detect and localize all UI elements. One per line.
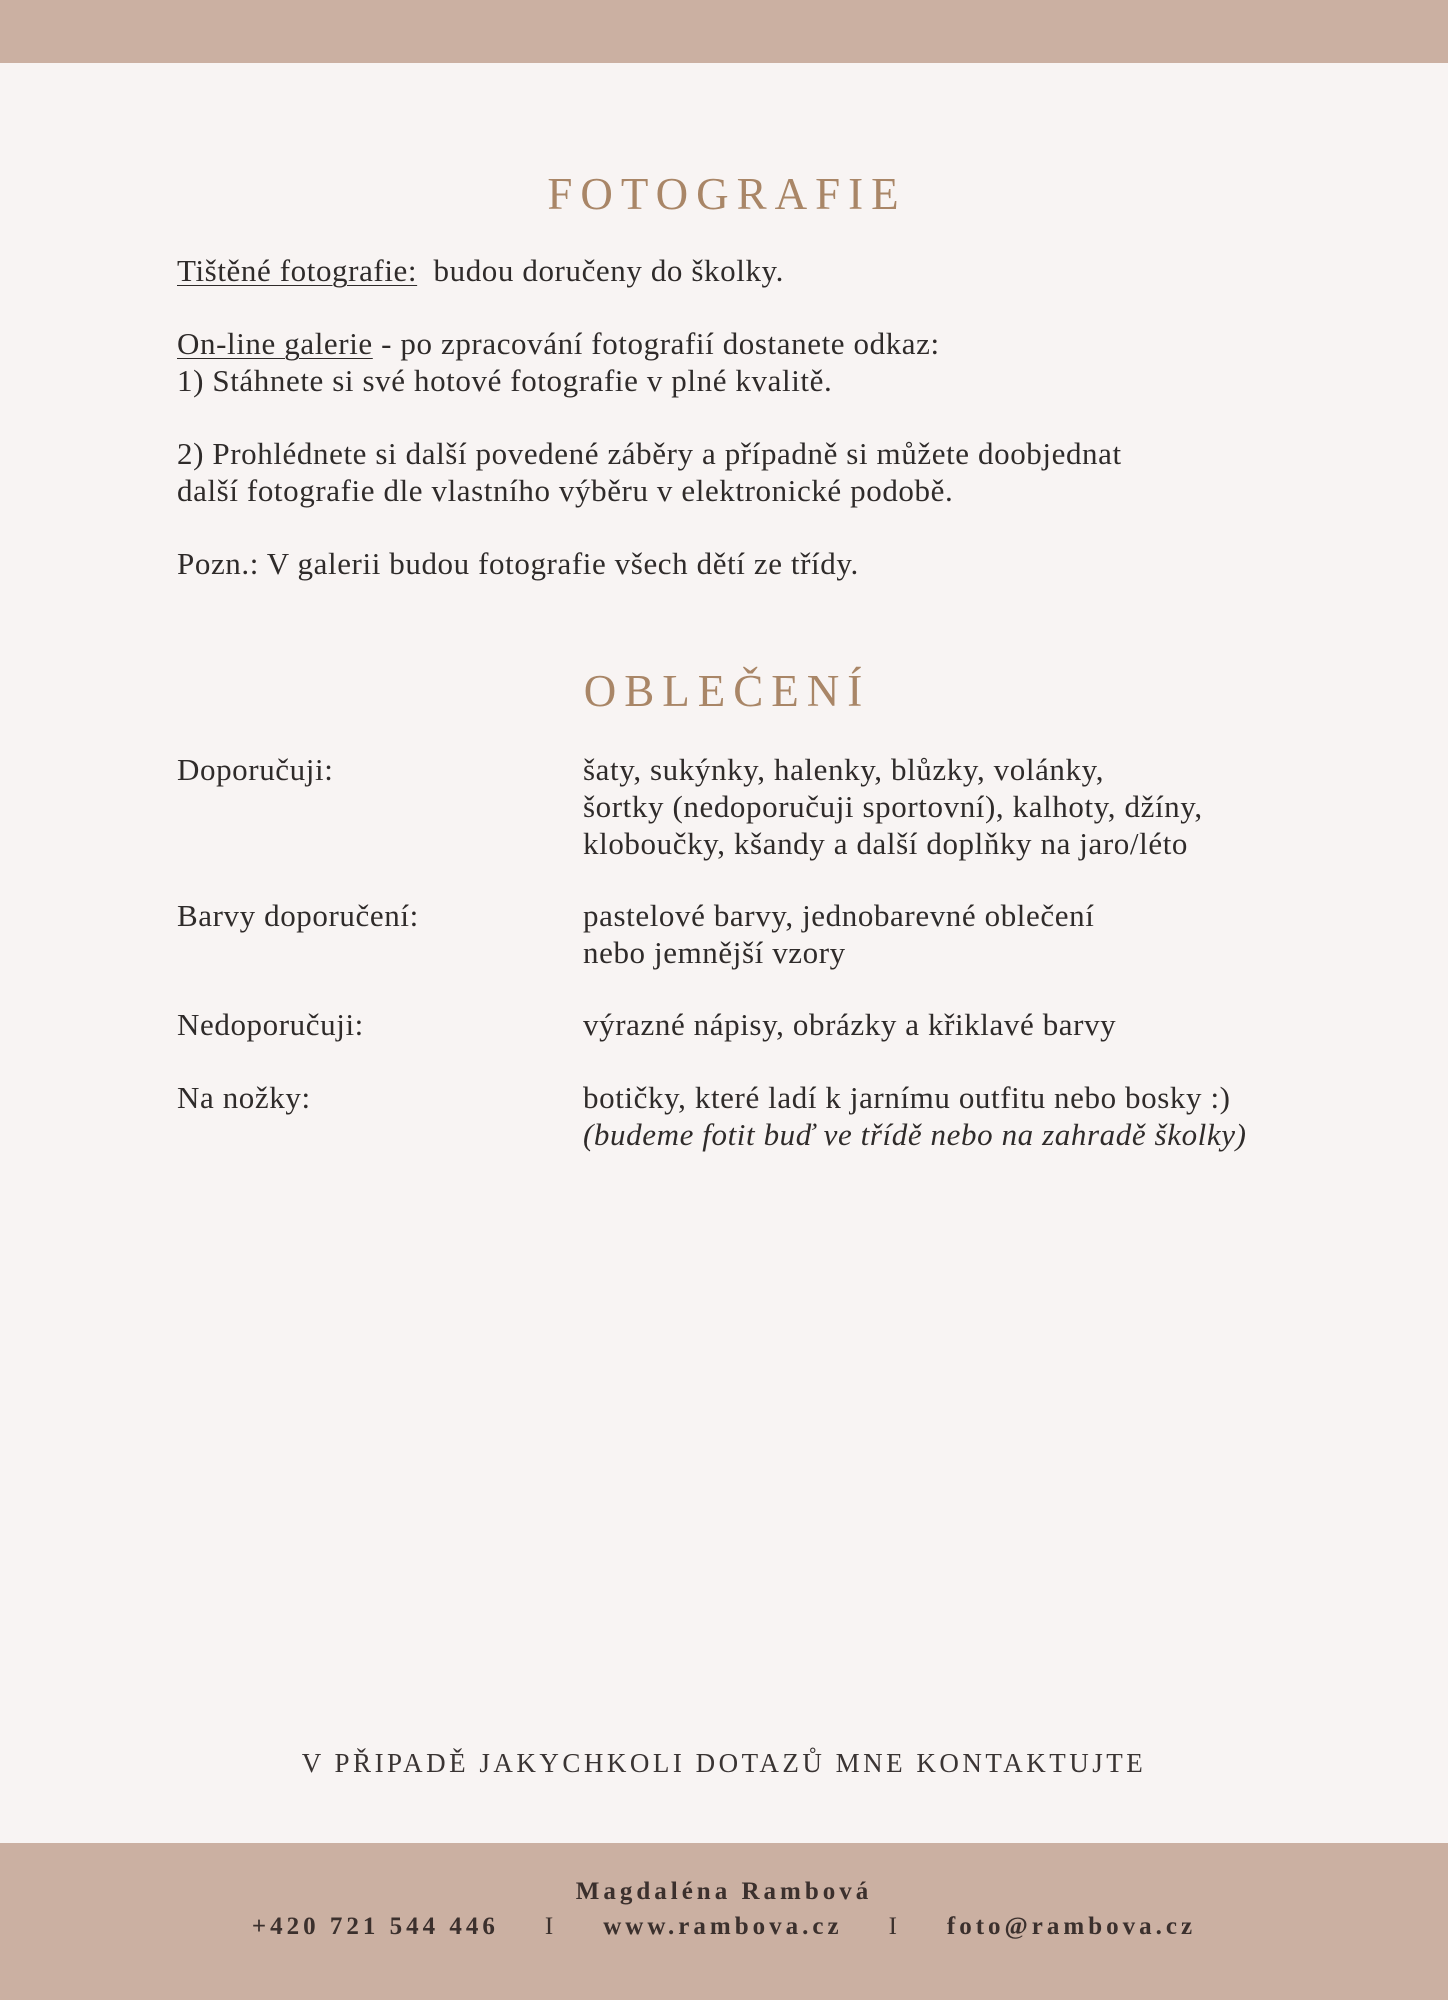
email-link[interactable]: foto@rambova.cz <box>946 1913 1197 1940</box>
printed-photos-text: budou doručeny do školky. <box>425 253 784 288</box>
clothing-row-value: šaty, sukýnky, halenky, blůzky, volánky, <box>583 752 1105 787</box>
clothing-row-label: Barvy doporučení: <box>177 898 419 933</box>
separator: I <box>544 1913 558 1940</box>
gallery-step-1: 1) Stáhnete si své hotové fotografie v plné kvalitě. <box>177 363 833 398</box>
gallery-step-2-line-2: další fotografie dle vlastního výběru v elektronické podobě. <box>177 473 954 508</box>
contact-heading: V PŘIPADĚ JAKYCHKOLI DOTAZŮ MNE KONTAKTUJTE <box>301 1748 1147 1778</box>
clothing-row-value: kloboučky, kšandy a další doplňky na jaro/léto <box>583 826 1189 861</box>
online-gallery-line <box>177 325 940 362</box>
contact-details <box>0 1913 1448 1941</box>
footer-band <box>0 1843 1448 2000</box>
clothing-row-value: šortky (nedoporučuji sportovní), kalhoty, džíny, <box>583 789 1203 824</box>
clothing-title: OBLEČENÍ <box>583 666 871 716</box>
clothing-row-label: Doporučuji: <box>177 752 334 787</box>
gallery-step-2-line-1: 2) Prohlédnete si další povedené záběry a případně si můžete doobjednat <box>177 436 1122 471</box>
clothing-row-value: výrazné nápisy, obrázky a křiklavé barvy <box>583 1007 1117 1042</box>
online-gallery-text: - po zpracování fotografií dostanete odkaz: <box>372 326 940 361</box>
separator: I <box>888 1913 901 1940</box>
contact-name: Magdaléna Rambová <box>575 1878 873 1905</box>
website-link[interactable]: www.rambova.cz <box>603 1913 843 1940</box>
clothing-row-value: botičky, které ladí k jarnímu outfitu nebo bosky :) <box>583 1080 1231 1115</box>
clothing-row-value: pastelové barvy, jednobarevné oblečení <box>583 898 1095 933</box>
online-gallery-label: On-line galerie <box>177 326 373 361</box>
gallery-note: Pozn.: V galerii budou fotografie všech dětí ze třídy. <box>177 546 859 581</box>
phone-link[interactable]: +420 721 544 446 <box>251 1913 499 1940</box>
clothing-row-label: Nedoporučuji: <box>177 1007 364 1042</box>
printed-photos-label: Tištěné fotografie: <box>177 253 418 288</box>
top-band <box>0 0 1448 63</box>
clothing-row-label: Na nožky: <box>177 1080 311 1115</box>
clothing-row-value: nebo jemnější vzory <box>583 935 846 970</box>
printed-photos-line <box>177 252 784 289</box>
clothing-row-value-note: (budeme fotit buď ve třídě nebo na zahradě školky) <box>583 1117 1247 1152</box>
photos-title: FOTOGRAFIE <box>547 169 907 219</box>
